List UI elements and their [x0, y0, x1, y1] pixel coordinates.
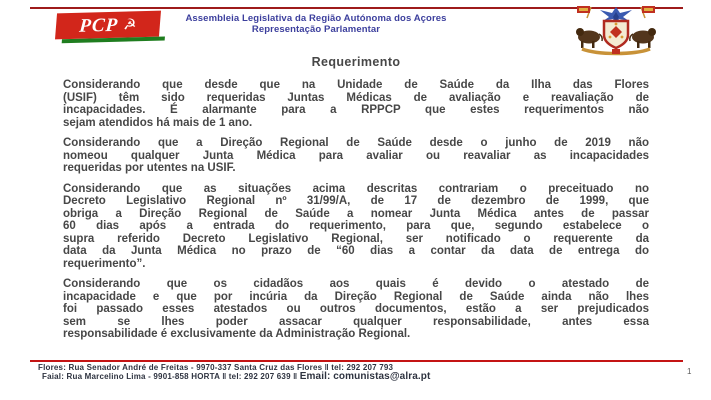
paragraph-line: responsabilidade é exclusivamente da Administração Regional. — [63, 328, 411, 340]
footer-divider — [30, 360, 683, 362]
paragraph-line: requeridas por utentes na USIF. — [63, 162, 236, 174]
paragraph-line: Considerando que a Direção Regional de Saúde desde o junho de 2019 não — [63, 137, 649, 149]
paragraph-line: Decreto Legislativo Regional nº 31/99/A, de 17 de dezembro de 1999, que — [63, 195, 649, 207]
paragraph-line: 60 dias após a entrada do requerimento, para que, segundo estabelece o — [63, 220, 649, 232]
paragraph-line: sem se lhes poder assacar qualquer responsabilidade, antes essa — [63, 315, 649, 328]
org-name: Assembleia Legislativa da Região Autónoma dos Açores — [185, 13, 447, 24]
paragraph-line: requerimento”. — [63, 257, 146, 270]
paragraph-line: supra referido Decreto Legislativo Regional, ser notificado o requerente da — [63, 232, 649, 245]
paragraph-line: (USIF) têm sido requeridas Juntas Médicas de avaliação e reavaliação de — [63, 91, 649, 104]
document-body — [63, 79, 649, 341]
paragraph-line: incapacidades. É alarmante para a RPPCP que estes requerimentos não — [63, 104, 649, 116]
paragraph-line: obriga a Direção Regional de Saúde a nomear Junta Médica antes de passar — [63, 207, 649, 220]
footer-address-faial — [42, 371, 430, 382]
paragraph-line: incapacidade e que por incúria da Direção Regional de Saúde ainda não lhes — [63, 290, 649, 303]
document-title: Requerimento — [311, 55, 401, 69]
hammer-sickle-icon: ☭ — [122, 15, 137, 34]
azores-coat-of-arms-icon — [570, 4, 662, 56]
footer-address-flores: Flores: Rua Senador André de Freitas - 9970-337 Santa Cruz das Flores ‖ tel: 292 207 793 — [38, 363, 394, 372]
paragraph-line: sejam atendidos há mais de 1 ano. — [63, 116, 253, 129]
paragraph — [63, 183, 649, 271]
paragraph-line: data da Junta Médica no prazo de “60 dias a contar da data de entrega do — [63, 245, 649, 257]
paragraph — [63, 137, 649, 175]
paragraph — [63, 278, 649, 341]
paragraph-line: foi passado esses atestados ou outros documentos, estão a ser prejudicados — [63, 303, 649, 315]
footer-address-faial-text: Faial: Rua Marcelino Lima - 9901-858 HORTA ‖ tel: 292 207 639 ‖ — [42, 372, 298, 381]
org-title-block — [160, 13, 472, 35]
pcp-logo-text: PCP — [78, 14, 120, 37]
document-body-area — [63, 55, 649, 349]
org-subtitle: Representação Parlamentar — [251, 24, 381, 36]
paragraph-line: nomeou qualquer Junta Médica para avaliar ou reavaliar as incapacidades — [63, 149, 649, 162]
footer-email: Email: comunistas@alra.pt — [299, 371, 431, 382]
page-number: 1 — [687, 367, 692, 376]
pcp-logo — [55, 11, 161, 40]
paragraph — [63, 79, 649, 129]
paragraph-line: Considerando que os cidadãos aos quais é devido o atestado de — [63, 278, 649, 290]
paragraph-line: Considerando que desde que na Unidade de Saúde da Ilha das Flores — [63, 79, 649, 91]
paragraph-line: Considerando que as situações acima descritas contrariam o preceituado no — [63, 182, 649, 195]
